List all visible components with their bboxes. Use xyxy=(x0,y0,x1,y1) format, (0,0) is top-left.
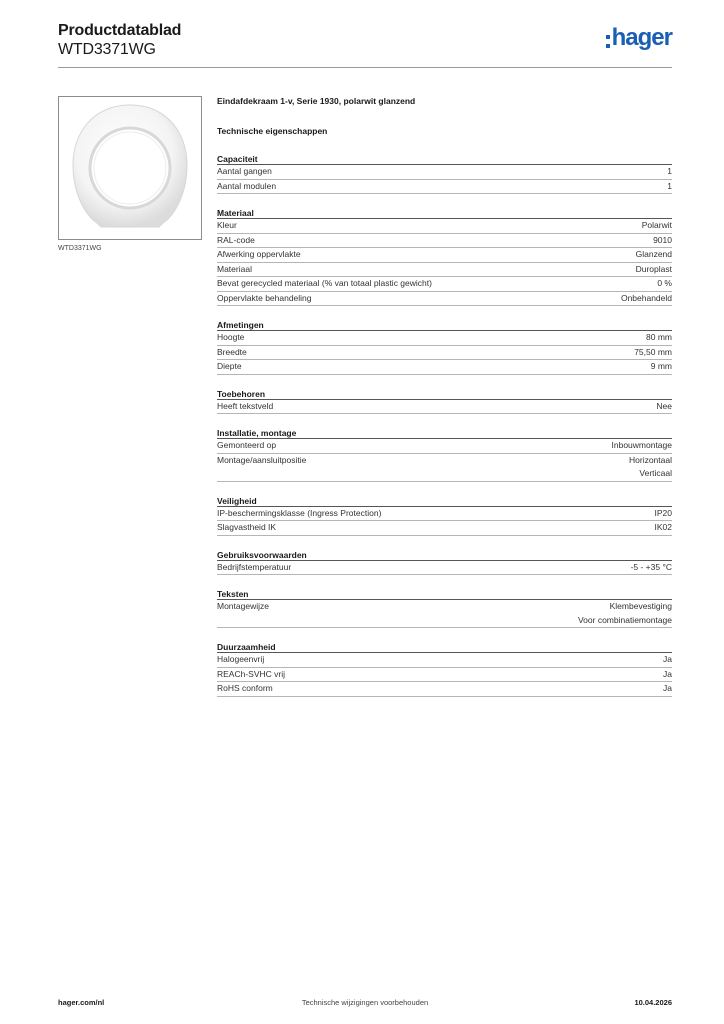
spec-value-line: Verticaal xyxy=(639,468,672,478)
spec-section xyxy=(217,319,672,375)
spec-label: Halogeenvrij xyxy=(217,654,265,664)
image-caption: WTD3371WG xyxy=(58,245,102,252)
spec-section xyxy=(217,427,672,482)
spec-value xyxy=(663,653,672,667)
spec-row xyxy=(217,439,672,454)
spec-row xyxy=(217,400,672,415)
spec-value-line: IP20 xyxy=(654,507,672,518)
spec-value xyxy=(667,180,672,194)
spec-label: Oppervlakte behandeling xyxy=(217,292,312,303)
spec-row xyxy=(217,507,672,522)
spec-row xyxy=(217,263,672,278)
spec-row xyxy=(217,292,672,307)
spec-label: Montage/aansluitpositie xyxy=(217,454,307,465)
product-description: Eindafdekraam 1-v, Serie 1930, polarwit glanzend xyxy=(217,96,416,106)
spec-value xyxy=(636,263,672,277)
spec-row xyxy=(217,165,672,180)
section-title: Gebruiksvoorwaarden xyxy=(217,549,672,561)
section-title: Teksten xyxy=(217,588,672,600)
spec-value xyxy=(655,521,673,535)
spec-value xyxy=(651,360,672,374)
spec-value xyxy=(621,292,672,306)
spec-value-line: Onbehandeld xyxy=(620,292,672,303)
spec-row xyxy=(217,331,672,346)
spec-label: RAL-code xyxy=(217,234,255,245)
spec-section xyxy=(217,588,672,628)
logo-dots-icon xyxy=(606,35,610,48)
section-title: Materiaal xyxy=(217,207,672,219)
spec-value-line: 1 xyxy=(667,166,672,176)
spec-value-line: Ja xyxy=(663,668,672,679)
spec-value-line: Polarwit xyxy=(641,220,672,230)
wall-plate-frame-image xyxy=(59,97,201,239)
spec-value xyxy=(655,507,673,521)
spec-value xyxy=(629,454,672,481)
spec-value xyxy=(578,600,672,627)
spec-value-line: 9 mm xyxy=(650,361,672,371)
tech-properties-title: Technische eigenschappen xyxy=(217,126,328,136)
product-image xyxy=(58,96,202,240)
spec-value-line: Horizontaal xyxy=(629,454,672,465)
spec-value-line: -5 - +35 °C xyxy=(630,561,672,572)
spec-row xyxy=(217,219,672,234)
product-code: WTD3371WG xyxy=(58,41,156,58)
spec-label: Slagvastheid IK xyxy=(217,522,277,532)
spec-value-line: Nee xyxy=(656,400,672,411)
spec-value xyxy=(631,561,672,575)
spec-sections xyxy=(217,153,672,697)
spec-row xyxy=(217,521,672,536)
spec-content xyxy=(217,96,672,697)
page-title: Productdatablad xyxy=(58,22,182,39)
footer-date: 10.04.2026 xyxy=(634,998,672,1007)
spec-value xyxy=(653,234,672,248)
spec-section xyxy=(217,641,672,697)
spec-label: Materiaal xyxy=(217,263,252,274)
spec-label: Bevat gerecycled materiaal (% van totaal plastic gewicht) xyxy=(217,278,432,288)
spec-value-line: 9010 xyxy=(653,234,672,245)
spec-value xyxy=(642,219,672,233)
spec-value-line: Glanzend xyxy=(635,249,672,259)
spec-value-line: IK02 xyxy=(654,522,672,532)
section-title: Afmetingen xyxy=(217,319,672,331)
spec-value xyxy=(663,668,672,682)
spec-label: Diepte xyxy=(217,361,242,371)
spec-label: Bedrijfstemperatuur xyxy=(217,561,292,572)
spec-value-line: Ja xyxy=(663,683,672,693)
spec-value xyxy=(657,277,672,291)
spec-value-line: 75,50 mm xyxy=(634,346,672,357)
spec-row xyxy=(217,653,672,668)
spec-label: Aantal modulen xyxy=(217,180,277,191)
spec-label: REACh-SVHC vrij xyxy=(217,668,286,679)
spec-label: RoHS conform xyxy=(217,683,273,693)
spec-label: Gemonteerd op xyxy=(217,440,277,450)
spec-row xyxy=(217,360,672,375)
spec-label: Hoogte xyxy=(217,332,245,342)
spec-label: Montagewijze xyxy=(217,601,269,611)
spec-value-line: Voor combinatiemontage xyxy=(577,614,672,625)
spec-label: IP-beschermingsklasse (Ingress Protection) xyxy=(217,507,382,518)
footer-notice: Technische wijzigingen voorbehouden xyxy=(301,998,429,1007)
section-title: Toebehoren xyxy=(217,388,672,400)
spec-value xyxy=(636,248,672,262)
section-title: Veiligheid xyxy=(217,495,672,507)
spec-value xyxy=(667,165,672,179)
spec-value-line: 1 xyxy=(667,180,672,191)
page-header xyxy=(58,22,672,68)
spec-row xyxy=(217,668,672,683)
spec-section xyxy=(217,549,672,576)
spec-value-line: Klembevestiging xyxy=(609,601,672,611)
spec-row xyxy=(217,248,672,263)
spec-value xyxy=(656,400,672,414)
spec-section xyxy=(217,153,672,194)
spec-label: Aantal gangen xyxy=(217,166,272,176)
spec-value-line: Duroplast xyxy=(635,263,672,274)
section-title: Duurzaamheid xyxy=(217,641,672,653)
spec-value-line: Ja xyxy=(663,654,672,664)
spec-value-line: 80 mm xyxy=(646,332,672,342)
spec-value xyxy=(634,346,672,360)
footer-website: hager.com/nl xyxy=(58,998,105,1007)
spec-value xyxy=(663,682,672,696)
page-footer xyxy=(58,998,672,1012)
logo-text: hager xyxy=(611,24,672,51)
spec-value-line: Inbouwmontage xyxy=(611,440,672,450)
spec-row xyxy=(217,682,672,697)
hager-logo xyxy=(606,26,672,54)
spec-value-line: 0 % xyxy=(657,278,672,288)
section-title: Capaciteit xyxy=(217,153,672,165)
spec-row xyxy=(217,180,672,195)
spec-label: Afwerking oppervlakte xyxy=(217,249,301,259)
spec-section xyxy=(217,388,672,415)
spec-section xyxy=(217,495,672,536)
spec-label: Kleur xyxy=(217,220,237,230)
spec-row xyxy=(217,454,672,482)
spec-label: Heeft tekstveld xyxy=(217,400,274,411)
spec-label: Breedte xyxy=(217,346,247,357)
spec-value xyxy=(646,331,672,345)
spec-section xyxy=(217,207,672,306)
spec-row xyxy=(217,346,672,361)
section-title: Installatie, montage xyxy=(217,427,672,439)
spec-row xyxy=(217,561,672,576)
spec-row xyxy=(217,600,672,628)
spec-row xyxy=(217,234,672,249)
spec-row xyxy=(217,277,672,292)
spec-value xyxy=(612,439,673,453)
